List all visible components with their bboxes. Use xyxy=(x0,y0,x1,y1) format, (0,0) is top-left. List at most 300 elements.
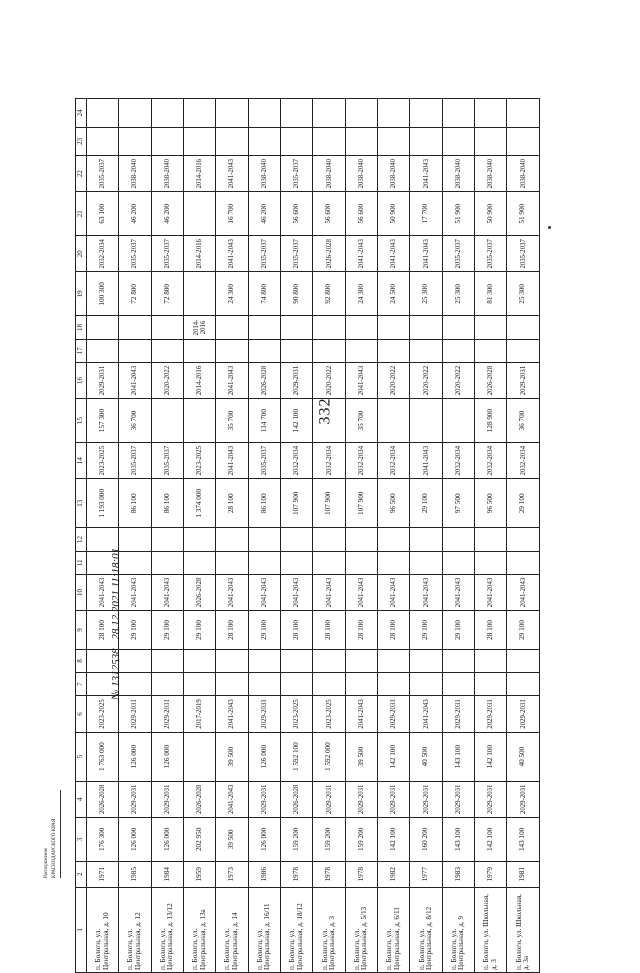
value-cell: 35 700 xyxy=(345,399,377,443)
period-cell: 2041-2043 xyxy=(507,574,540,610)
value-cell: 17 700 xyxy=(410,192,442,236)
value-cell xyxy=(345,551,377,574)
period-cell: 2041-2043 xyxy=(410,156,442,192)
value-cell: 126 000 xyxy=(119,817,151,861)
value-cell: 25 300 xyxy=(507,272,540,316)
value-cell: 29 100 xyxy=(151,611,183,650)
value-cell: 24 300 xyxy=(345,272,377,316)
value-cell xyxy=(442,649,474,672)
value-cell xyxy=(507,339,540,362)
value-cell xyxy=(313,399,345,443)
column-header: 17 xyxy=(76,339,87,362)
period-cell: 2041-2043 xyxy=(475,574,507,610)
value-cell: 46 200 xyxy=(248,192,280,236)
period-cell xyxy=(313,316,345,339)
value-cell xyxy=(442,551,474,574)
period-cell: 2023-2025 xyxy=(281,696,313,732)
value-cell: 63 100 xyxy=(87,192,119,236)
table-row xyxy=(507,99,540,973)
value-cell: 28 100 xyxy=(216,479,248,528)
period-cell: 2029-2031 xyxy=(378,781,410,817)
value-cell: 202 950 xyxy=(184,817,216,861)
value-cell xyxy=(442,528,474,551)
value-cell xyxy=(119,551,151,574)
value-cell: 50 900 xyxy=(475,192,507,236)
value-cell xyxy=(151,673,183,696)
value-cell: 107 900 xyxy=(345,479,377,528)
column-header: 5 xyxy=(76,732,87,781)
value-cell: 126 000 xyxy=(151,732,183,781)
period-cell: 2014-2016 xyxy=(184,316,216,339)
address-cell: п. Бологи, ул. Центральная, д. 9 xyxy=(442,887,474,972)
period-cell: 2041-2043 xyxy=(87,574,119,610)
value-cell: 1977 xyxy=(410,861,442,887)
column-header: 2 xyxy=(76,861,87,887)
value-cell xyxy=(119,99,151,128)
value-cell xyxy=(281,339,313,362)
value-cell: 1986 xyxy=(248,861,280,887)
data-table-rotated xyxy=(75,68,540,973)
value-cell xyxy=(442,127,474,155)
period-cell: 2041-2043 xyxy=(216,156,248,192)
value-cell xyxy=(151,339,183,362)
value-cell xyxy=(378,339,410,362)
doc-number: № 1312538 xyxy=(110,648,122,700)
value-cell xyxy=(184,673,216,696)
value-cell xyxy=(378,551,410,574)
value-cell xyxy=(410,127,442,155)
value-cell: 107 900 xyxy=(313,479,345,528)
period-cell: 2020-2022 xyxy=(410,362,442,398)
period-cell: 2032-2034 xyxy=(87,236,119,272)
period-cell xyxy=(216,316,248,339)
period-cell xyxy=(119,316,151,339)
value-cell xyxy=(313,528,345,551)
column-header: 10 xyxy=(76,574,87,610)
value-cell: 1978 xyxy=(345,861,377,887)
value-cell: 51 900 xyxy=(507,192,540,236)
period-cell: 2041-2043 xyxy=(216,781,248,817)
value-cell xyxy=(378,528,410,551)
address-cell: п. Бологи, ул. Школьная, д. 3а xyxy=(507,887,540,972)
value-cell: 126 000 xyxy=(151,817,183,861)
value-cell xyxy=(216,528,248,551)
value-cell xyxy=(184,339,216,362)
value-cell xyxy=(184,192,216,236)
stamp-text-1: Распоряжение xyxy=(44,847,49,878)
period-cell: 2029-2031 xyxy=(119,696,151,732)
period-cell: 2020-2022 xyxy=(151,362,183,398)
column-header: 21 xyxy=(76,192,87,236)
column-header: 6 xyxy=(76,696,87,732)
table-row xyxy=(410,99,442,973)
value-cell xyxy=(184,399,216,443)
value-cell xyxy=(313,99,345,128)
value-cell xyxy=(345,528,377,551)
value-cell xyxy=(248,528,280,551)
period-cell: 2038-2040 xyxy=(507,156,540,192)
period-cell: 2026-2028 xyxy=(313,236,345,272)
period-cell: 2014-2016 xyxy=(184,362,216,398)
value-cell: 40 500 xyxy=(507,732,540,781)
value-cell: 40 500 xyxy=(410,732,442,781)
value-cell: 143 100 xyxy=(442,817,474,861)
value-cell: 46 200 xyxy=(119,192,151,236)
period-cell: 2041-2043 xyxy=(410,696,442,732)
period-cell: 2029-2031 xyxy=(248,696,280,732)
column-header: 1 xyxy=(76,887,87,972)
value-cell: 36 700 xyxy=(119,399,151,443)
value-cell xyxy=(507,649,540,672)
period-cell: 2038-2040 xyxy=(313,156,345,192)
value-cell: 107 900 xyxy=(281,479,313,528)
value-cell: 25 300 xyxy=(442,272,474,316)
column-header: 15 xyxy=(76,399,87,443)
value-cell: 142 100 xyxy=(475,817,507,861)
value-cell: 39 500 xyxy=(216,817,248,861)
value-cell xyxy=(184,649,216,672)
period-cell: 2035-2037 xyxy=(248,443,280,479)
value-cell xyxy=(281,673,313,696)
column-header: 11 xyxy=(76,551,87,574)
period-cell xyxy=(248,316,280,339)
value-cell xyxy=(281,528,313,551)
value-cell: 128 900 xyxy=(475,399,507,443)
period-cell: 2029-2031 xyxy=(410,781,442,817)
period-cell: 2035-2037 xyxy=(475,236,507,272)
value-cell xyxy=(216,99,248,128)
value-cell xyxy=(216,551,248,574)
value-cell xyxy=(410,99,442,128)
value-cell: 97 500 xyxy=(442,479,474,528)
document-footer xyxy=(110,542,122,700)
value-cell xyxy=(216,339,248,362)
value-cell xyxy=(184,551,216,574)
value-cell xyxy=(378,673,410,696)
period-cell: 2041-2043 xyxy=(216,574,248,610)
value-cell xyxy=(442,399,474,443)
column-header: 20 xyxy=(76,236,87,272)
value-cell: 1959 xyxy=(184,861,216,887)
value-cell: 29 100 xyxy=(410,479,442,528)
value-cell xyxy=(378,127,410,155)
value-cell: 29 100 xyxy=(248,611,280,650)
period-cell: 2014-2016 xyxy=(184,156,216,192)
address-cell: п. Бологи, ул. Центральная, д. 13/12 xyxy=(151,887,183,972)
value-cell xyxy=(378,99,410,128)
value-cell: 142 100 xyxy=(378,732,410,781)
page-number: 332 xyxy=(316,397,334,425)
value-cell: 81 300 xyxy=(475,272,507,316)
period-cell: 2041-2043 xyxy=(410,443,442,479)
period-cell: 2026-2028 xyxy=(475,362,507,398)
value-cell: 142 100 xyxy=(378,817,410,861)
value-cell: 16 700 xyxy=(216,192,248,236)
period-cell: 2020-2022 xyxy=(378,362,410,398)
value-cell: 159 200 xyxy=(345,817,377,861)
value-cell: 1 592 000 xyxy=(313,732,345,781)
period-cell: 2029-2031 xyxy=(475,696,507,732)
column-header: 7 xyxy=(76,673,87,696)
value-cell xyxy=(410,649,442,672)
period-cell: 2041-2043 xyxy=(119,574,151,610)
value-cell: 28 100 xyxy=(475,611,507,650)
value-cell xyxy=(410,551,442,574)
period-cell xyxy=(507,316,540,339)
value-cell xyxy=(410,399,442,443)
period-cell: 2017-2019 xyxy=(184,696,216,732)
column-header: 12 xyxy=(76,528,87,551)
period-cell: 2035-2037 xyxy=(248,236,280,272)
table-row xyxy=(313,99,345,973)
value-cell xyxy=(378,399,410,443)
value-cell xyxy=(248,99,280,128)
period-cell: 2023-2025 xyxy=(87,696,119,732)
value-cell xyxy=(119,649,151,672)
address-cell: п. Бологи, ул. Центральная, д. 13а xyxy=(184,887,216,972)
period-cell: 2029-2031 xyxy=(507,781,540,817)
value-cell: 1971 xyxy=(87,861,119,887)
column-header: 18 xyxy=(76,316,87,339)
value-cell: 100 300 xyxy=(87,272,119,316)
ink-mark xyxy=(548,226,551,229)
value-cell: 28 100 xyxy=(216,611,248,650)
column-header: 9 xyxy=(76,611,87,650)
period-cell: 2014-2016 xyxy=(184,236,216,272)
value-cell xyxy=(313,673,345,696)
period-cell: 2020-2022 xyxy=(313,362,345,398)
value-cell: 25 300 xyxy=(410,272,442,316)
value-cell xyxy=(281,99,313,128)
period-cell: 2035-2037 xyxy=(281,156,313,192)
period-cell: 2041-2043 xyxy=(216,362,248,398)
period-cell: 2026-2028 xyxy=(184,574,216,610)
value-cell: 126 000 xyxy=(248,732,280,781)
period-cell: 2029-2031 xyxy=(378,696,410,732)
column-header: 14 xyxy=(76,443,87,479)
value-cell: 28 100 xyxy=(87,611,119,650)
value-cell xyxy=(475,99,507,128)
value-cell xyxy=(151,551,183,574)
value-cell: 176 300 xyxy=(87,817,119,861)
period-cell: 2038-2040 xyxy=(151,156,183,192)
period-cell: 2032-2034 xyxy=(475,443,507,479)
period-cell xyxy=(410,316,442,339)
period-cell: 2038-2040 xyxy=(345,156,377,192)
value-cell: 142 100 xyxy=(475,732,507,781)
period-cell: 2035-2037 xyxy=(119,443,151,479)
address-cell: п. Бологи, ул. Центральная, д. 6/11 xyxy=(378,887,410,972)
value-cell: 86 100 xyxy=(119,479,151,528)
period-cell: 2032-2034 xyxy=(507,443,540,479)
table-row xyxy=(151,99,183,973)
column-header: 13 xyxy=(76,479,87,528)
period-cell: 2029-2031 xyxy=(87,362,119,398)
period-cell: 2029-2031 xyxy=(345,781,377,817)
period-cell: 2035-2037 xyxy=(442,236,474,272)
value-cell xyxy=(507,99,540,128)
period-cell: 2029-2031 xyxy=(313,781,345,817)
value-cell xyxy=(184,99,216,128)
value-cell: 1985 xyxy=(119,861,151,887)
value-cell: 29 100 xyxy=(184,611,216,650)
period-cell: 2041-2043 xyxy=(345,696,377,732)
table-row xyxy=(442,99,474,973)
period-cell: 2029-2031 xyxy=(119,781,151,817)
value-cell xyxy=(507,551,540,574)
period-cell: 2026-2028 xyxy=(281,781,313,817)
value-cell: 159 200 xyxy=(313,817,345,861)
table-row xyxy=(475,99,507,973)
period-cell: 2041-2043 xyxy=(119,362,151,398)
value-cell xyxy=(216,649,248,672)
value-cell xyxy=(345,649,377,672)
value-cell xyxy=(119,127,151,155)
value-cell xyxy=(507,127,540,155)
value-cell: 35 700 xyxy=(216,399,248,443)
value-cell xyxy=(442,99,474,128)
value-cell: 1973 xyxy=(216,861,248,887)
period-cell: 2026-2028 xyxy=(184,781,216,817)
value-cell xyxy=(313,649,345,672)
period-cell: 2041-2043 xyxy=(151,574,183,610)
value-cell xyxy=(184,272,216,316)
period-cell xyxy=(442,316,474,339)
period-cell: 2035-2037 xyxy=(151,443,183,479)
value-cell: 51 900 xyxy=(442,192,474,236)
period-cell: 2035-2037 xyxy=(281,236,313,272)
period-cell xyxy=(345,316,377,339)
value-cell xyxy=(475,127,507,155)
period-cell: 2029-2031 xyxy=(151,781,183,817)
value-cell: 143 100 xyxy=(442,732,474,781)
value-cell xyxy=(151,399,183,443)
value-cell: 1983 xyxy=(442,861,474,887)
value-cell: 50 900 xyxy=(378,192,410,236)
period-cell: 2041-2043 xyxy=(345,574,377,610)
value-cell: 1 763 000 xyxy=(87,732,119,781)
address-cell: п. Бологи, ул. Центральная, д. 5/13 xyxy=(345,887,377,972)
value-cell xyxy=(410,528,442,551)
value-cell xyxy=(281,649,313,672)
period-cell: 2029-2031 xyxy=(248,781,280,817)
value-cell xyxy=(216,127,248,155)
period-cell: 2029-2031 xyxy=(281,362,313,398)
value-cell: 39 500 xyxy=(345,732,377,781)
column-header: 22 xyxy=(76,156,87,192)
address-cell: п. Бологи, ул. Центральная, д. 8/12 xyxy=(410,887,442,972)
value-cell: 56 600 xyxy=(281,192,313,236)
table-row xyxy=(119,99,151,973)
value-cell: 126 000 xyxy=(248,817,280,861)
value-cell: 74 800 xyxy=(248,272,280,316)
value-cell: 86 100 xyxy=(248,479,280,528)
value-cell: 92 800 xyxy=(313,272,345,316)
value-cell xyxy=(345,99,377,128)
period-cell: 2035-2037 xyxy=(119,236,151,272)
address-cell: п. Бологи, ул. Центральная, д. 12 xyxy=(119,887,151,972)
value-cell: 157 300 xyxy=(87,399,119,443)
period-cell: 2035-2037 xyxy=(151,236,183,272)
value-cell xyxy=(151,127,183,155)
value-cell xyxy=(313,339,345,362)
table-row xyxy=(248,99,280,973)
period-cell: 2041-2043 xyxy=(410,236,442,272)
column-header: 4 xyxy=(76,781,87,817)
stamp-logo xyxy=(40,790,62,880)
value-cell xyxy=(87,339,119,362)
column-header: 3 xyxy=(76,817,87,861)
period-cell xyxy=(151,316,183,339)
column-header: 24 xyxy=(76,99,87,128)
value-cell xyxy=(475,673,507,696)
value-cell: 46 200 xyxy=(151,192,183,236)
value-cell xyxy=(345,127,377,155)
value-cell xyxy=(507,528,540,551)
value-cell xyxy=(442,673,474,696)
value-cell xyxy=(248,649,280,672)
value-cell: 1984 xyxy=(151,861,183,887)
value-cell: 1978 xyxy=(313,861,345,887)
period-cell: 2038-2040 xyxy=(248,156,280,192)
value-cell: 96 500 xyxy=(475,479,507,528)
value-cell xyxy=(475,551,507,574)
period-cell xyxy=(378,316,410,339)
value-cell xyxy=(119,339,151,362)
period-cell: 2032-2034 xyxy=(313,443,345,479)
period-cell: 2038-2040 xyxy=(475,156,507,192)
value-cell xyxy=(345,673,377,696)
header-row xyxy=(76,99,87,973)
value-cell xyxy=(248,339,280,362)
value-cell: 28 100 xyxy=(281,611,313,650)
period-cell xyxy=(87,316,119,339)
value-cell: 29 100 xyxy=(507,611,540,650)
period-cell: 2032-2034 xyxy=(345,443,377,479)
period-cell xyxy=(475,316,507,339)
period-cell: 2023-2025 xyxy=(313,696,345,732)
value-cell xyxy=(378,649,410,672)
period-cell: 2020-2022 xyxy=(442,362,474,398)
value-cell: 29 100 xyxy=(507,479,540,528)
value-cell xyxy=(151,99,183,128)
column-header: 23 xyxy=(76,127,87,155)
period-cell: 2041-2043 xyxy=(345,236,377,272)
period-cell: 2041-2043 xyxy=(216,236,248,272)
value-cell: 56 600 xyxy=(345,192,377,236)
period-cell: 2041-2043 xyxy=(216,696,248,732)
period-cell: 2035-2037 xyxy=(87,156,119,192)
table-row xyxy=(216,99,248,973)
value-cell: 29 100 xyxy=(442,611,474,650)
period-cell: 2035-2037 xyxy=(507,236,540,272)
period-cell: 2026-2028 xyxy=(87,781,119,817)
value-cell xyxy=(119,673,151,696)
table-row xyxy=(184,99,216,973)
period-cell: 2041-2043 xyxy=(345,362,377,398)
value-cell xyxy=(442,339,474,362)
period-cell: 2032-2034 xyxy=(378,443,410,479)
value-cell xyxy=(184,732,216,781)
address-cell: п. Бологи, ул. Центральная, д. 16/11 xyxy=(248,887,280,972)
value-cell: 126 000 xyxy=(119,732,151,781)
period-cell: 2041-2043 xyxy=(378,236,410,272)
value-cell: 28 100 xyxy=(378,611,410,650)
value-cell: 72 800 xyxy=(151,272,183,316)
value-cell: 24 500 xyxy=(378,272,410,316)
period-cell: 2041-2043 xyxy=(281,574,313,610)
value-cell: 96 500 xyxy=(378,479,410,528)
